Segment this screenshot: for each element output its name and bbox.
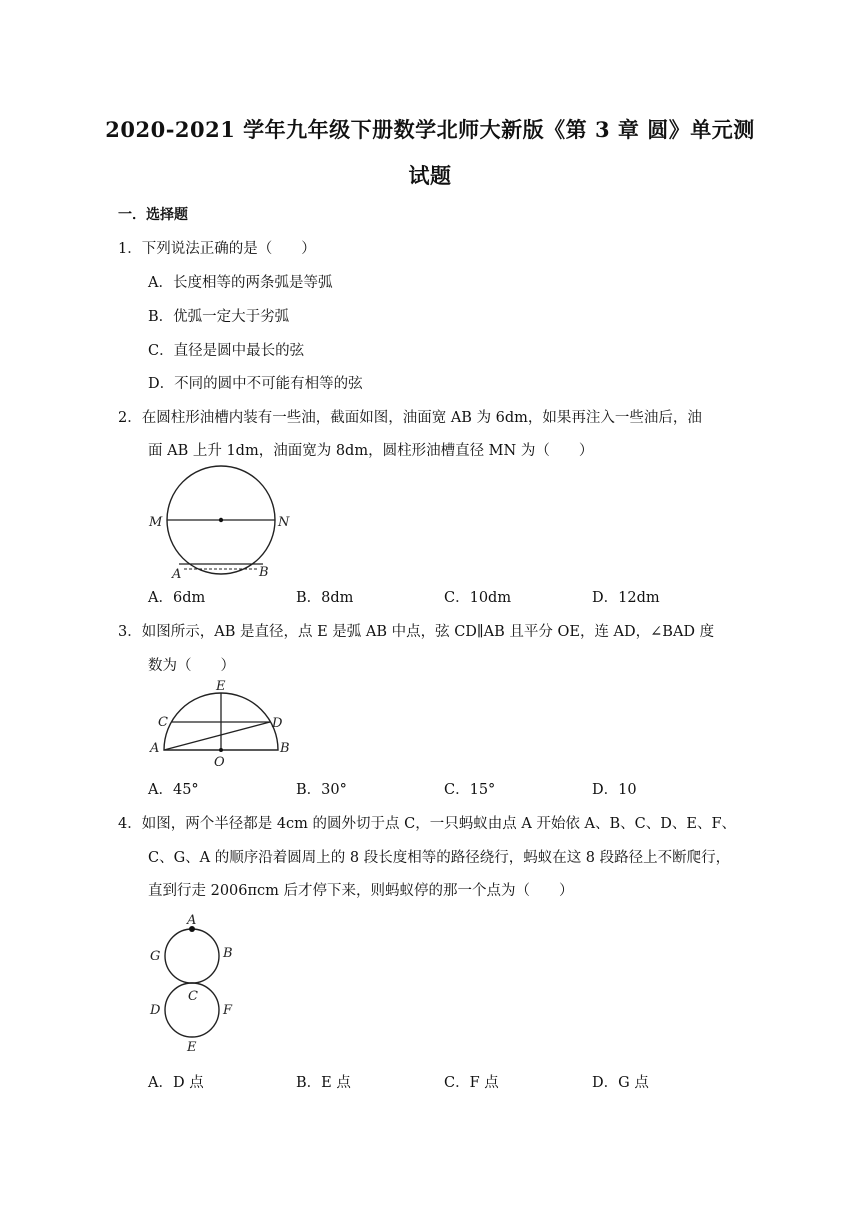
q3-stem-line2: 数为（ ） (148, 658, 235, 674)
q4-label-c: C (188, 989, 198, 1004)
q4-stem-line3: 直到行走 2006πcm 后才停下来，则蚂蚁停的那一个点为（ ） (148, 883, 574, 899)
q4-option-a: A．D 点 (148, 1075, 204, 1091)
q4-label-e: E (187, 1040, 197, 1054)
q3-label-a: A (150, 741, 160, 756)
q1-stem: 1．下列说法正确的是（ ） (118, 241, 316, 257)
q4-stem-line2: C、G、A 的顺序沿着圆周上的 8 段长度相等的路径绕行，蚂蚁在这 8 段路径上不断爬行， (148, 850, 731, 866)
q2-label-a: A (172, 567, 182, 580)
q2-stem-line2: 面 AB 上升 1dm，油面宽为 8dm，圆柱形油槽直径 MN 为（ ） (148, 443, 594, 459)
q4-label-f: F (223, 1003, 233, 1018)
q1-option-b: B．优弧一定大于劣弧 (148, 309, 290, 325)
q2-oil-tank-figure (146, 462, 296, 580)
q4-label-a: A (187, 913, 197, 928)
q2-option-b: B．8dm (296, 590, 354, 606)
q2-label-m: M (149, 515, 163, 530)
q3-label-o: O (214, 755, 225, 770)
q4-option-b: B．E 点 (296, 1075, 351, 1091)
q2-option-c: C．10dm (444, 590, 512, 606)
section-heading: 一．选择题 (118, 207, 188, 223)
q4-option-c: C．F 点 (444, 1075, 499, 1091)
q2-option-d: D．12dm (592, 590, 660, 606)
q1-option-a: A．长度相等的两条弧是等弧 (148, 275, 333, 291)
q3-label-c: C (158, 715, 168, 730)
document-title-line2: 试题 (408, 163, 452, 188)
q2-label-n: N (278, 515, 290, 530)
q2-label-b: B (259, 565, 269, 580)
q3-option-b: B．30° (296, 782, 347, 798)
document-title-line1: 2020-2021 学年九年级下册数学北师大新版《第 3 章 圆》单元测 (105, 117, 755, 142)
q3-semicircle-figure (146, 676, 296, 772)
q3-stem-line1: 3．如图所示，AB 是直径，点 E 是弧 AB 中点，弦 CD∥AB 且平分 OE，连 AD，∠BAD 度 (118, 624, 715, 640)
q2-option-a: A．6dm (148, 590, 206, 606)
q4-label-d: D (150, 1003, 161, 1018)
q3-option-d: D．10 (592, 782, 637, 798)
q2-stem-line1: 2．在圆柱形油槽内装有一些油，截面如图，油面宽 AB 为 6dm，如果再注入一些油后，油 (118, 410, 702, 426)
q3-option-a: A．45° (148, 782, 199, 798)
q4-option-d: D．G 点 (592, 1075, 649, 1091)
q3-option-c: C．15° (444, 782, 496, 798)
q4-two-circles-figure (146, 912, 246, 1054)
q3-label-d: D (272, 716, 283, 731)
q4-stem-line1: 4．如图，两个半径都是 4cm 的圆外切于点 C，一只蚂蚁由点 A 开始依 A、B、C、D、E、F、 (118, 816, 737, 832)
q1-option-c: C．直径是圆中最长的弦 (148, 343, 305, 359)
q3-label-e: E (216, 679, 226, 694)
q4-label-b: B (223, 946, 233, 961)
q4-label-g: G (150, 949, 161, 964)
q1-option-d: D．不同的圆中不可能有相等的弦 (148, 376, 363, 392)
q3-label-b: B (280, 741, 290, 756)
